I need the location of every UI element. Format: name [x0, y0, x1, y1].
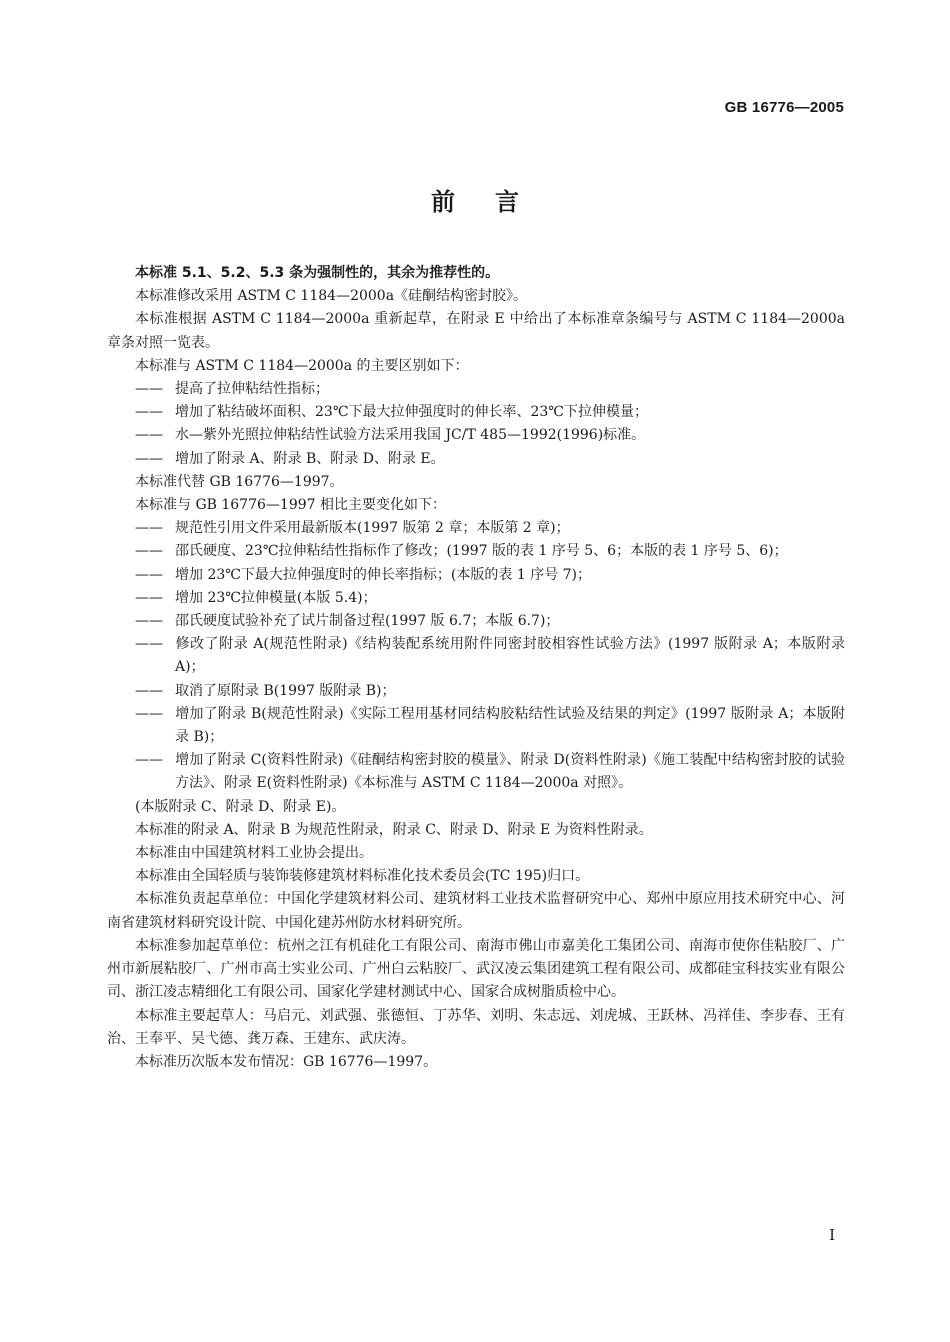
list-item: —— 增加了附录 B(规范性附录)《实际工程用基材同结构胶粘结性试验及结果的判定》(1997 版附录 A；本版附录 B)；	[107, 703, 845, 749]
list-item: —— 规范性引用文件采用最新版本(1997 版第 2 章；本版第 2 章)；	[107, 517, 845, 540]
paragraph: 本标准参加起草单位：杭州之江有机硅化工有限公司、南海市佛山市嘉美化工集团公司、南海市使你佳粘胶厂、广州市新展粘胶厂、广州市高士实业公司、广州白云粘胶厂、武汉凌云集团建筑工程有限公司、成都硅宝科技实业有限公司、浙江凌志精细化工有限公司、国家化学建材测试中心、国家合成树脂质检中心。	[107, 937, 845, 1001]
paragraph: (本版附录 C、附录 D、附录 E)。	[135, 798, 346, 815]
list-item: —— 增加了附录 A、附录 B、附录 D、附录 E。	[107, 448, 845, 471]
list-item: —— 水—紫外光照拉伸粘结性试验方法采用我国 JC/T 485—1992(1996)标准。	[107, 424, 845, 447]
paragraph: 本标准根据 ASTM C 1184—2000a 重新起草，在附录 E 中给出了本标准章条编号与 ASTM C 1184—2000a 章条对照一览表。	[107, 311, 845, 351]
paragraph: 本标准代替 GB 16776—1997。	[135, 473, 344, 490]
page-number: I	[829, 1226, 835, 1244]
list-item: —— 增加了粘结破坏面积、23℃下最大拉伸强度时的伸长率、23℃下拉伸模量；	[107, 401, 845, 424]
paragraph: 本标准由中国建筑材料工业协会提出。	[135, 845, 373, 862]
paragraph: 本标准的附录 A、附录 B 为规范性附录，附录 C、附录 D、附录 E 为资料性附录。	[135, 821, 653, 838]
list-item: —— 修改了附录 A(规范性附录)《结构装配系统用附件同密封胶相容性试验方法》(1997 版附录 A；本版附录 A)；	[107, 633, 845, 679]
paragraph: 本标准主要起草人：马启元、刘武强、张德恒、丁苏华、刘明、朱志远、刘虎城、王跃林、冯祥佳、李步春、王有治、王奉平、吴弋德、龚万森、王建东、武庆涛。	[107, 1007, 845, 1047]
list-item: —— 邵氏硬度试验补充了试片制备过程(1997 版 6.7；本版 6.7)；	[107, 610, 845, 633]
paragraph: 本标准历次版本发布情况：GB 16776—1997。	[135, 1053, 438, 1070]
list-item: —— 提高了拉伸粘结性指标；	[107, 378, 845, 401]
list-item: —— 取消了原附录 B(1997 版附录 B)；	[107, 680, 845, 703]
list-item: —— 邵氏硬度、23℃拉伸粘结性指标作了修改；(1997 版的表 1 序号 5、6；本版的表 1 序号 5、6)；	[107, 540, 845, 563]
list-item: —— 增加了附录 C(资料性附录)《硅酮结构密封胶的模量》、附录 D(资料性附录)《施工装配中结构密封胶的试验方法》、附录 E(资料性附录)《本标准与 ASTM C 1184—2000a 对照》。	[107, 749, 845, 795]
page-title: 前言	[431, 188, 559, 216]
list-item: —— 增加 23℃下最大拉伸强度时的伸长率指标；(本版的表 1 序号 7)；	[107, 564, 845, 587]
standard-number: GB 16776—2005	[724, 99, 844, 116]
paragraph: 本标准负责起草单位：中国化学建筑材料公司、建筑材料工业技术监督研究中心、郑州中原应用技术研究中心、河南省建筑材料研究设计院、中国化建苏州防水材料研究所。	[107, 891, 845, 931]
paragraph: 本标准 5.1、5.2、5.3 条为强制性的，其余为推荐性的。	[135, 265, 500, 281]
paragraph: 本标准由全国轻质与装饰装修建筑材料标准化技术委员会(TC 195)归口。	[135, 868, 590, 885]
paragraph: 本标准与 GB 16776—1997 相比主要变化如下：	[135, 497, 446, 514]
paragraph: 本标准与 ASTM C 1184—2000a 的主要区别如下：	[135, 357, 469, 374]
paragraph: 本标准修改采用 ASTM C 1184—2000a《硅酮结构密封胶》。	[135, 288, 528, 305]
list-item: —— 增加 23℃拉伸模量(本版 5.4)；	[107, 587, 845, 610]
foreword-body	[107, 262, 845, 1074]
